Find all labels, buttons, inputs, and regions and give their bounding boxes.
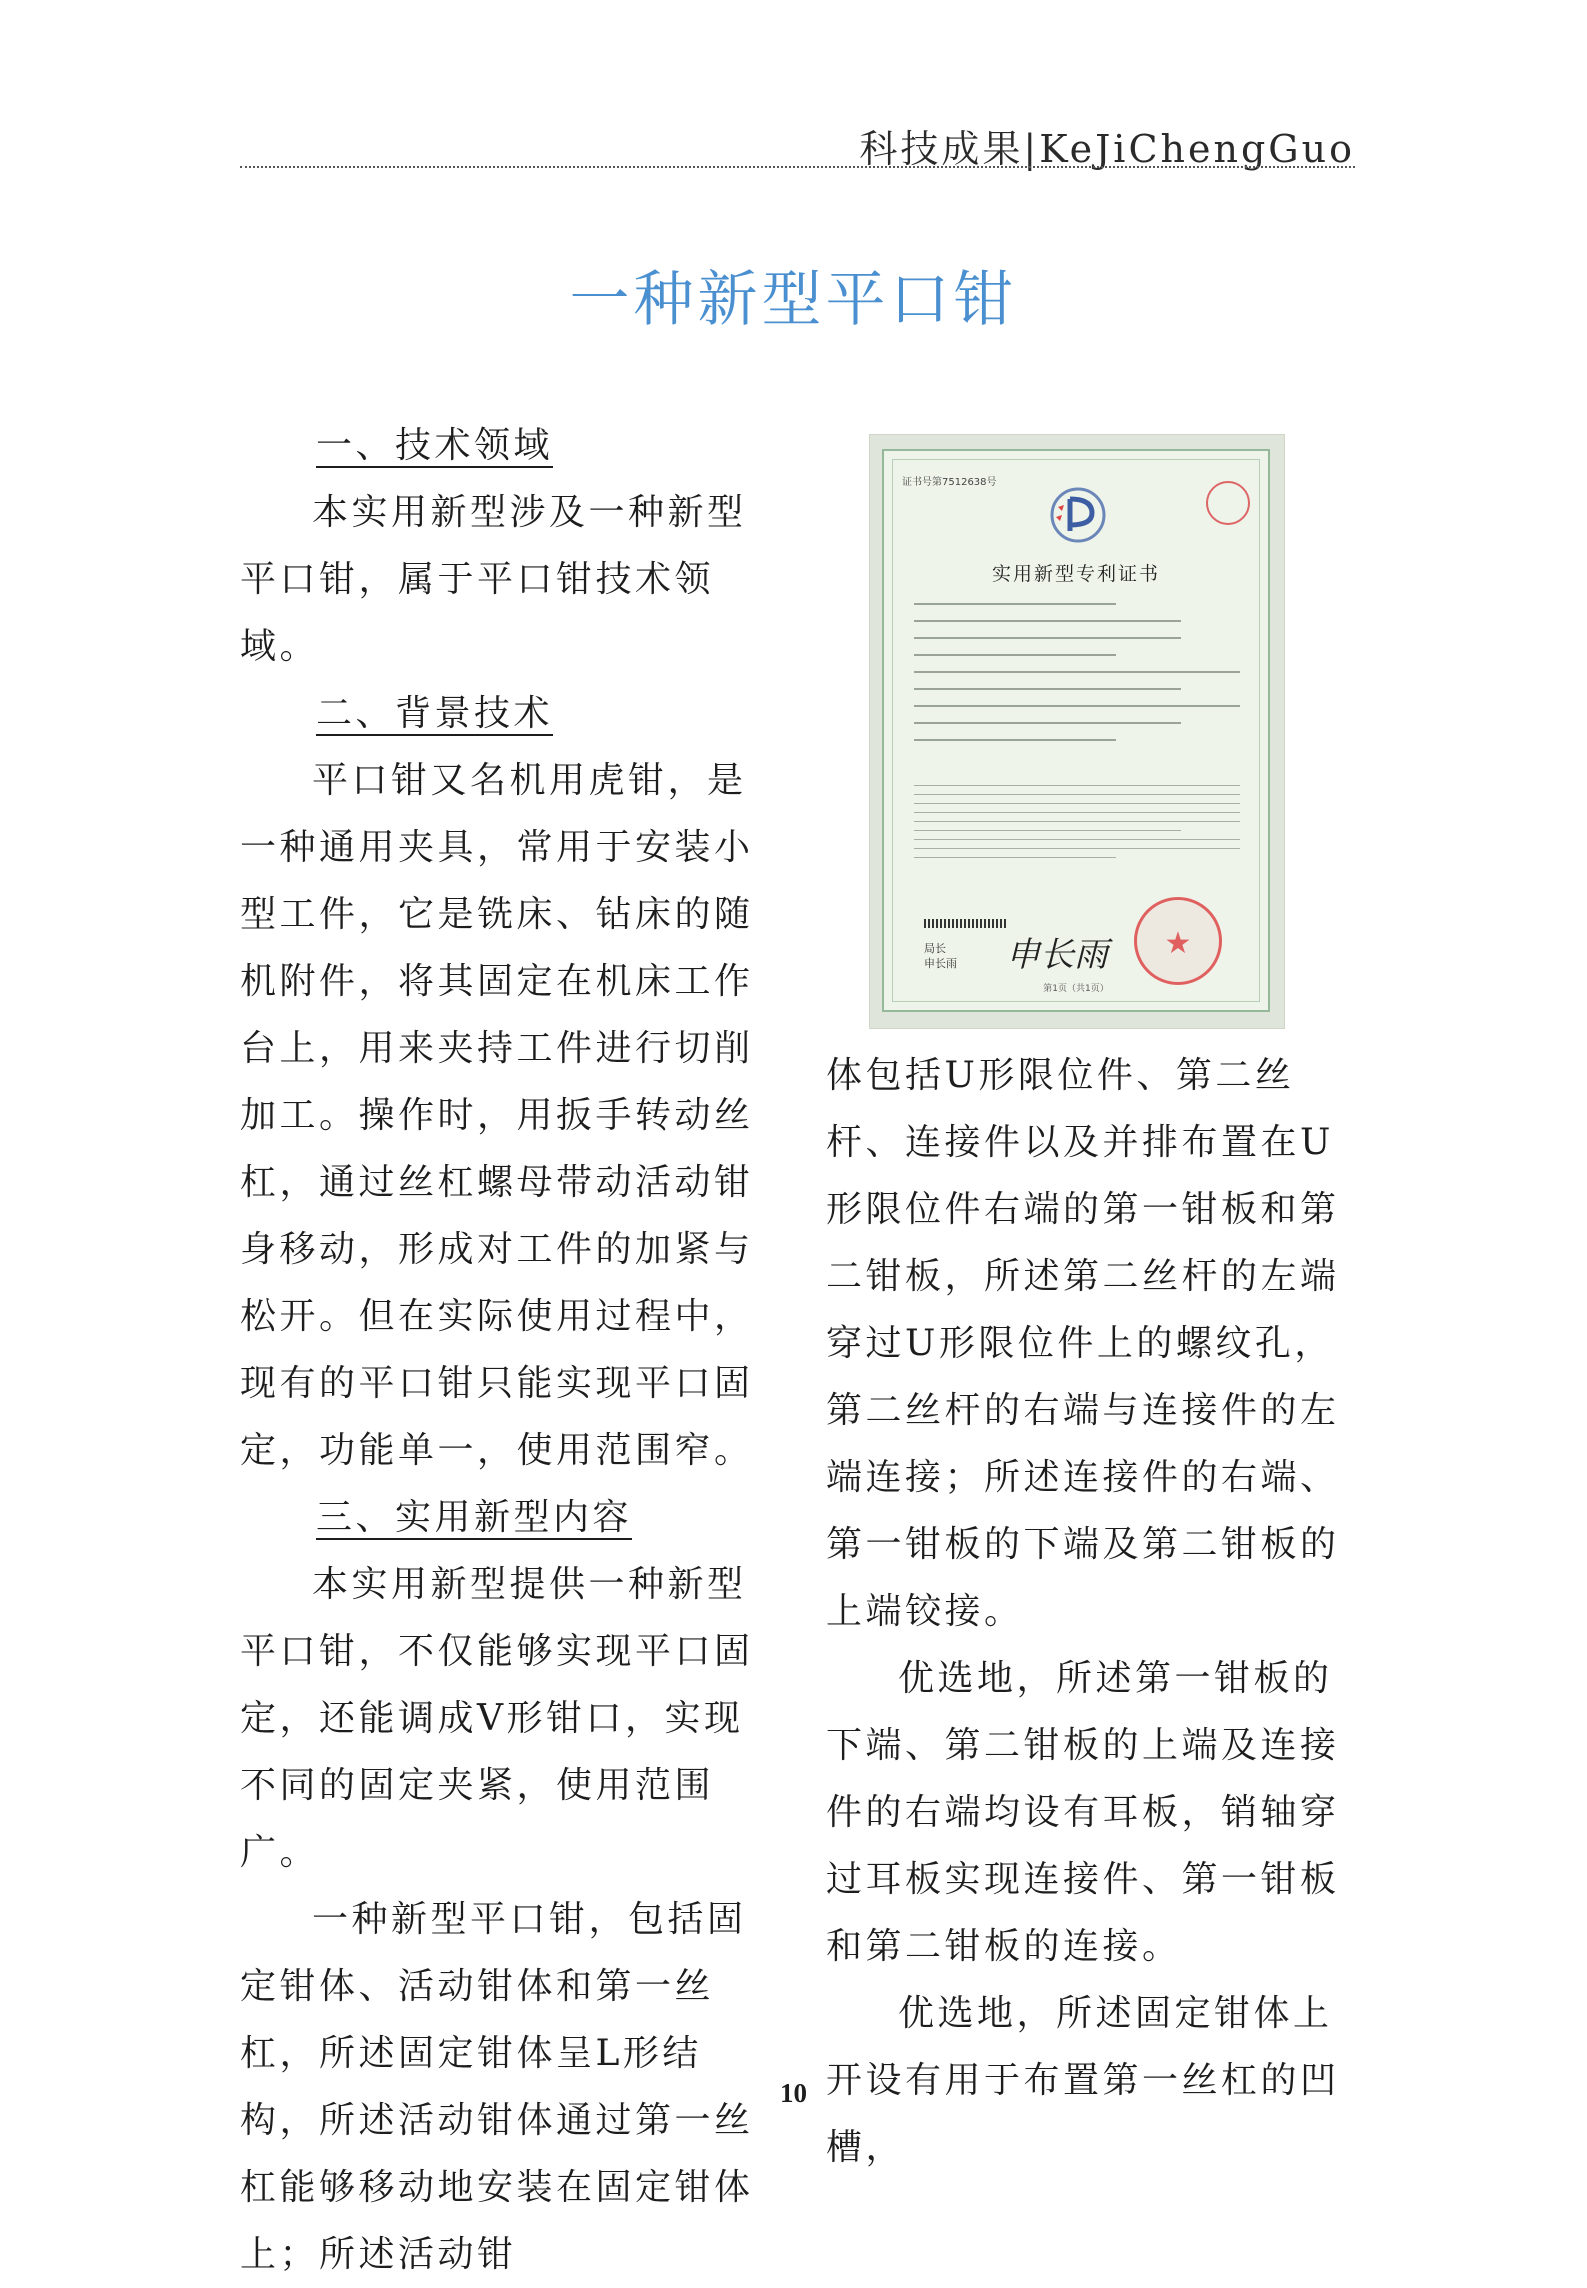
section-heading-content: 三、实用新型内容	[316, 1497, 633, 1538]
handwritten-signature: 申长雨	[1006, 935, 1108, 975]
paragraph-structure-continued: 体包括U形限位件、第二丝杆、连接件以及并排布置在U形限位件右端的第一钳板和第二钳板，所述第二丝杆的左端穿过U形限位件上的螺纹孔，第二丝杆的右端与连接件的左端连接；所述连接件的右端、第一钳板的下端及第二钳板的上端铰接。	[826, 1055, 1340, 1632]
right-column	[826, 1042, 1356, 2181]
certificate-field-lines	[914, 603, 1240, 756]
official-red-stamp	[1134, 897, 1222, 985]
article-title: 一种新型平口钳	[569, 265, 1018, 335]
running-header: 科技成果|KeJiChengGuo	[859, 127, 1355, 171]
signer-name: 申长雨	[924, 957, 957, 970]
paragraph-content-structure: 一种新型平口钳，包括固定钳体、活动钳体和第一丝杠，所述固定钳体呈L形结构，所述活动钳体通过第一丝杠能够移动地安装在固定钳体上；所述活动钳	[240, 1899, 754, 2275]
patent-certificate	[882, 449, 1270, 1012]
paragraph-background: 平口钳又名机用虎钳，是一种通用夹具，常用于安装小型工件，它是铣床、钻床的随机附件，将其固定在机床工作台上，用来夹持工件进行切削加工。操作时，用扳手转动丝杠，通过丝杠螺母带动活动钳身移动，形成对工件的加紧与松开。但在实际使用过程中，现有的平口钳只能实现平口固定，功能单一，使用范围窄。	[240, 760, 754, 1471]
certificate-corner-seal	[1206, 481, 1250, 525]
paragraph-preferred-ear-plates: 优选地，所述第一钳板的下端、第二钳板的上端及连接件的右端均设有耳板，销轴穿过耳板实现连接件、第一钳板和第二钳板的连接。	[826, 1658, 1340, 1967]
certificate-signer	[924, 941, 957, 971]
certificate-page-indicator: 第1页（共1页）	[1043, 984, 1109, 994]
certificate-number: 证书号第7512638号	[902, 477, 997, 488]
patent-certificate-photo	[870, 435, 1284, 1028]
paragraph-preferred-groove: 优选地，所述固定钳体上开设有用于布置第一丝杠的凹槽，	[826, 1993, 1340, 2168]
paragraph-tech-field: 本实用新型涉及一种新型平口钳，属于平口钳技术领域。	[240, 492, 747, 667]
header-divider	[240, 166, 1355, 168]
certificate-body-text-lines	[914, 785, 1240, 866]
star-icon: ★	[1164, 926, 1192, 961]
left-column	[240, 412, 770, 2288]
cnipa-logo-icon	[1048, 485, 1108, 545]
signer-title: 局长	[924, 942, 946, 955]
certificate-title: 实用新型专利证书	[991, 563, 1160, 585]
section-heading-tech-field: 一、技术领域	[316, 425, 554, 466]
page-number: 10	[780, 2078, 807, 2108]
barcode-icon	[924, 919, 1006, 928]
paragraph-content-summary: 本实用新型提供一种新型平口钳，不仅能够实现平口固定，还能调成V形钳口，实现不同的固定夹紧，使用范围广。	[240, 1564, 754, 1873]
section-heading-background: 二、背景技术	[316, 693, 554, 734]
